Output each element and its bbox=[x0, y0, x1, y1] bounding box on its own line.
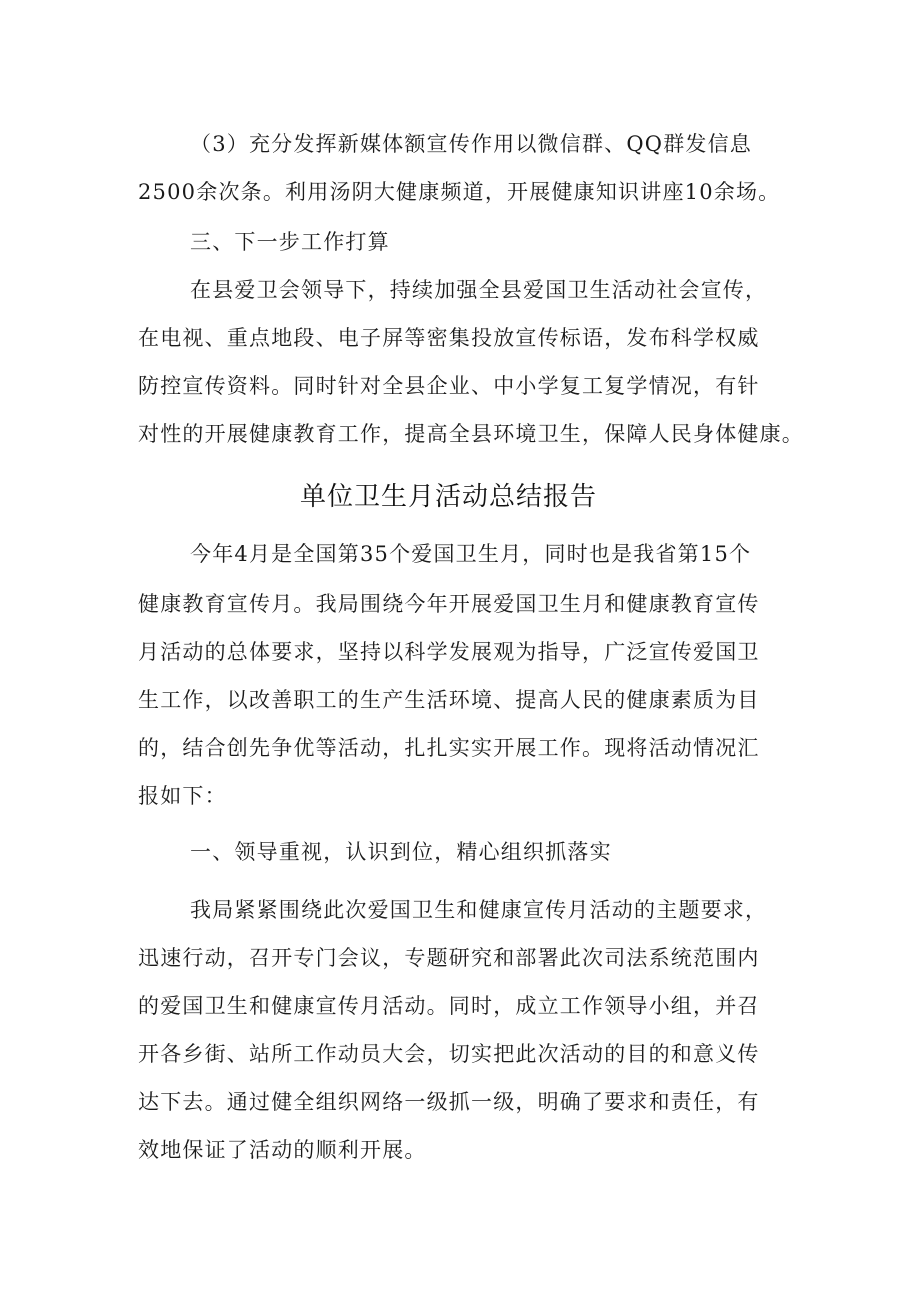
intro-line-1: 今年4月是全国第35个爱国卫生月，同时也是我省第15个 bbox=[190, 542, 752, 566]
body1-line-6: 效地保证了活动的顺利开展。 bbox=[138, 1138, 427, 1162]
body1-line-5: 达下去。通过健全组织网络一级抓一级，明确了要求和责任，有 bbox=[138, 1090, 760, 1114]
plan-line-1: 在县爱卫会领导下，持续加强全县爱国卫生活动社会宣传， bbox=[190, 278, 768, 302]
plan-line-3: 防控宣传资料。同时针对全县企业、中小学复工复学情况，有针 bbox=[138, 374, 760, 398]
para3-line-1: （3）充分发挥新媒体额宣传作用以微信群、QQ群发信息 bbox=[190, 132, 752, 156]
plan-line-4: 对性的开展健康教育工作，提高全县环境卫生，保障人民身体健康。 bbox=[138, 422, 804, 446]
intro-line-4: 生工作，以改善职工的生产生活环境、提高人民的健康素质为目 bbox=[138, 688, 760, 712]
plan-line-2: 在电视、重点地段、电子屏等密集投放宣传标语，发布科学权威 bbox=[138, 326, 760, 350]
intro-line-3: 月活动的总体要求，坚持以科学发展观为指导，广泛宣传爱国卫 bbox=[138, 640, 760, 664]
intro-line-6: 报如下： bbox=[138, 784, 227, 808]
body1-line-2: 迅速行动，召开专门会议，专题研究和部署此次司法系统范围内 bbox=[138, 946, 760, 970]
heading-leadership: 一、领导重视，认识到位，精心组织抓落实 bbox=[190, 840, 612, 864]
intro-line-5: 的，结合创先争优等活动，扎扎实实开展工作。现将活动情况汇 bbox=[138, 736, 760, 760]
body1-line-1: 我局紧紧围绕此次爱国卫生和健康宣传月活动的主题要求， bbox=[190, 898, 768, 922]
para3-line-2: 2500余次条。利用汤阴大健康频道，开展健康知识讲座10余场。 bbox=[138, 180, 781, 204]
body1-line-3: 的爱国卫生和健康宣传月活动。同时，成立工作领导小组，并召 bbox=[138, 994, 760, 1018]
body1-line-4: 开各乡街、站所工作动员大会，切实把此次活动的目的和意义传 bbox=[138, 1042, 760, 1066]
heading-next-steps: 三、下一步工作打算 bbox=[190, 230, 390, 254]
intro-line-2: 健康教育宣传月。我局围绕今年开展爱国卫生月和健康教育宣传 bbox=[138, 592, 760, 616]
report-title: 单位卫生月活动总结报告 bbox=[300, 482, 598, 512]
